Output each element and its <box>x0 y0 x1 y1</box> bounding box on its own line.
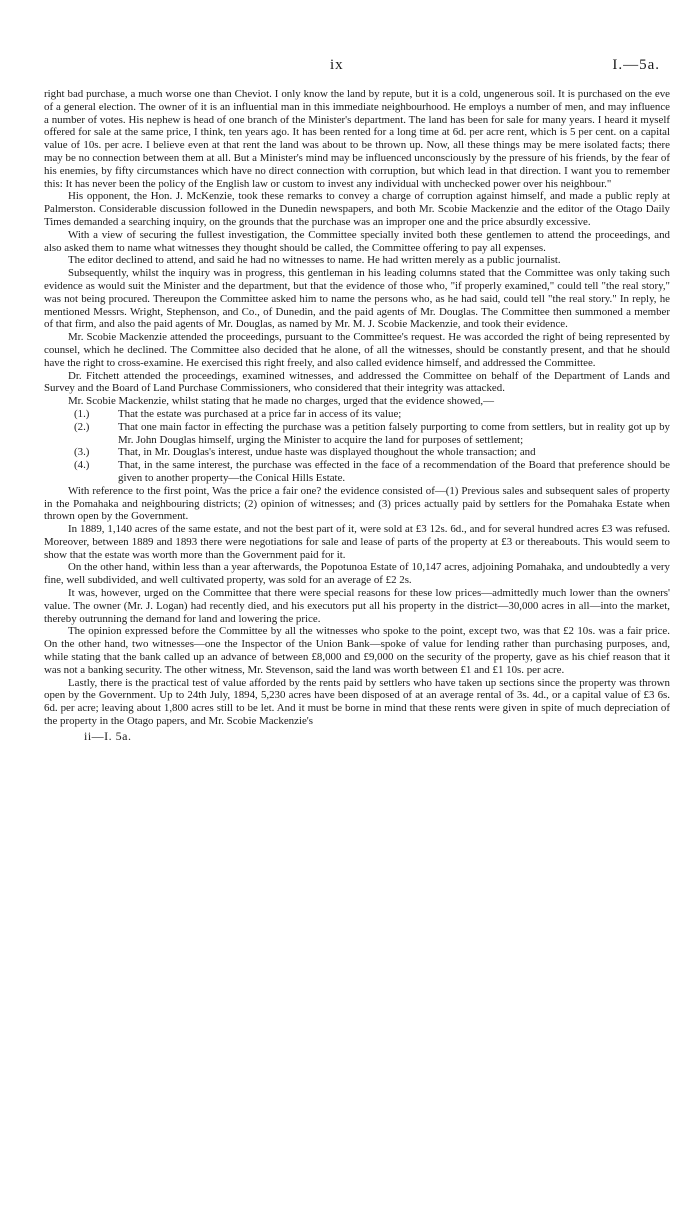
paragraph: Lastly, there is the practical test of value afforded by the rents paid by settlers who have taken up sections since the property was thrown open by the Government. Up to 24th July, 1894, 5,230 acres have been disposed of at an average rental of 3s. 4d., or a capital value of £3 6s. 6d. per acre; leaving about 1,800 acres still to be let. And it must be borne in mind that these rents were given in spite of much depreciation of the property in the Otago papers, and Mr. Scobie Mackenzie's <box>44 676 670 728</box>
document-reference: I.—5a. <box>612 57 660 73</box>
paragraph: In 1889, 1,140 acres of the same estate, and not the best part of it, were sold at £3 12s. 6d., and for several hundred acres £3 was refused. Moreover, between 1889 and 1893 there were negotiations for sale and lease of parts of the property at £3 or thereabouts. This would seem to show that the estate was worth more than the Government paid for it. <box>44 523 670 561</box>
paragraph: The opinion expressed before the Committee by all the witnesses who spoke to the point, except two, was that £2 10s. was a fair price. On the other hand, two witnesses—one the Inspector of the Union Bank—spoke of value for lending rather than purchasing purposes, and, while stating that the bank called up an advance of between £8,000 and £9,000 on the security of the property, gave as his chief reason that it was not a banking security. The other witness, Mr. Stevenson, said the land was worth between £1 and £1 10s. per acre. <box>44 625 670 676</box>
page-header <box>0 57 700 77</box>
list-number: (3.) <box>74 446 90 459</box>
page-signature: ii—I. 5a. <box>84 728 132 743</box>
list-text: That, in Mr. Douglas's interest, undue haste was displayed thoughout the whole transaction; and <box>118 446 536 459</box>
paragraph: Mr. Scobie Mackenzie attended the proceedings, pursuant to the Committee's request. He was accorded the right of being represented by counsel, which he declined. The Committee also decided that he alone, of all the witnesses, should be constantly present, and that he should have the right to cross-examine. He exercised this right freely, and also called evidence himself, and addressed the Committee. <box>44 331 670 369</box>
paragraph: With reference to the first point, Was the price a fair one? the evidence consisted of—(1) Previous sales and subsequent sales of property in the Pomahaka and neighbouring districts; (2) opinion of witnesses; and (3) prices actually paid by settlers for the Pomahaka Estate when thrown open by the Government. <box>44 484 670 523</box>
body-text <box>44 88 670 743</box>
paragraph: Mr. Scobie Mackenzie, whilst stating that he made no charges, urged that the evidence showed,— <box>68 395 495 408</box>
list-item <box>44 421 670 447</box>
list-item <box>44 459 670 485</box>
list-item <box>44 408 670 421</box>
list-text: That one main factor in effecting the purchase was a petition falsely purporting to come from settlers, but in reality got up by Mr. John Douglas himself, urging the Minister to acquire the land for purposes of settlement; <box>118 420 670 446</box>
paragraph: The editor declined to attend, and said he had no witnesses to name. He had written merely as a public journalist. <box>68 254 561 267</box>
paragraph: With a view of securing the fullest investigation, the Committee specially invited both these gentlemen to attend the proceedings, and also asked them to name what witnesses they thought should be called, the Committee offering to pay all expenses. <box>44 228 670 254</box>
list-number: (4.) <box>74 459 90 472</box>
list-item <box>44 446 670 459</box>
list-text: That the estate was purchased at a price far in access of its value; <box>118 407 402 420</box>
list-number: (2.) <box>74 420 90 433</box>
list-text: That, in the same interest, the purchase was effected in the face of a recommendation of the Board that preference should be given to another property—the Conical Hills Estate. <box>118 459 670 484</box>
paragraph: On the other hand, within less than a year afterwards, the Popotunoa Estate of 10,147 acres, adjoining Pomahaka, and undoubtedly a very fine, well subdivided, and well cultivated property, was sold for an average of £2 2s. <box>44 561 670 587</box>
paragraph: Subsequently, whilst the inquiry was in progress, this gentleman in his leading columns stated that the Committee was only taking such evidence as would suit the Minister and the department, but that the evidence of those who, "if properly examined," could tell "the real story," was not being procured. Thereupon the Committee asked him to name the persons who, as he had said, could tell "the real story." In reply, he mentioned Messrs. Wright, Stephenson, and Co., of Dunedin, and the paid agents of Mr. Douglas. The Committee then summoned a member of that firm, and also the paid agents of Mr. Douglas, as named by Mr. M. J. Scobie Mackenzie, and took their evidence. <box>44 267 670 331</box>
page-number: ix <box>330 57 344 73</box>
paragraph: His opponent, the Hon. J. McKenzie, took these remarks to convey a charge of corruption against himself, and made a public reply at Palmerston. Considerable discussion followed in the Dunedin newspapers, and both Mr. Scobie Mackenzie and the editor of the Otago Daily Times demanded a searching inquiry, on the grounds that the purchase was an improper one and the price absurdly excessive. <box>44 190 670 228</box>
evidence-list <box>44 408 670 485</box>
list-number: (1.) <box>74 407 90 420</box>
paragraph: It was, however, urged on the Committee that there were special reasons for these low prices—admittedly much lower than the owners' value. The owner (Mr. J. Logan) had recently died, and his executors put all his property in the district—30,000 acres in all—into the market, thereby outrunning the demand for land and lowering the price. <box>44 587 670 625</box>
paragraph: right bad purchase, a much worse one than Cheviot. I only know the land by repute, but it is a cold, ungenerous soil. It is purchased on the eve of a general election. The owner of it is an influential man in this immediate neighbourhood. He employs a number of men, and may influence a number of votes. His nephew is head of one branch of the Minister's department. The land has been for sale for many years. I heard it myself offered for sale at the same price, I think, ten years ago. It has been rented for a long time at 6d. per acre rent, which is 5 per cent. on a capital value of 10s. per acre. I believe even at that rent the land was about to be thrown up. Now, all these things may be mere isolated facts; there may be no connection between them at all. But a Minister's mind may be influenced unconsciously by the pressure of his friends, by the fear of his enemies, by fifty circumstances which have no direct connection with corruption, but which lead in that direction. I want you to remember this: It has never been the policy of the English law or custom to invest any individual with unchecked power over his neighbour." <box>44 88 670 190</box>
paragraph: Dr. Fitchett attended the proceedings, examined witnesses, and addressed the Committee on behalf of the Department of Lands and Survey and the Board of Land Purchase Commissioners, who considered that their integrity was attacked. <box>44 369 670 395</box>
